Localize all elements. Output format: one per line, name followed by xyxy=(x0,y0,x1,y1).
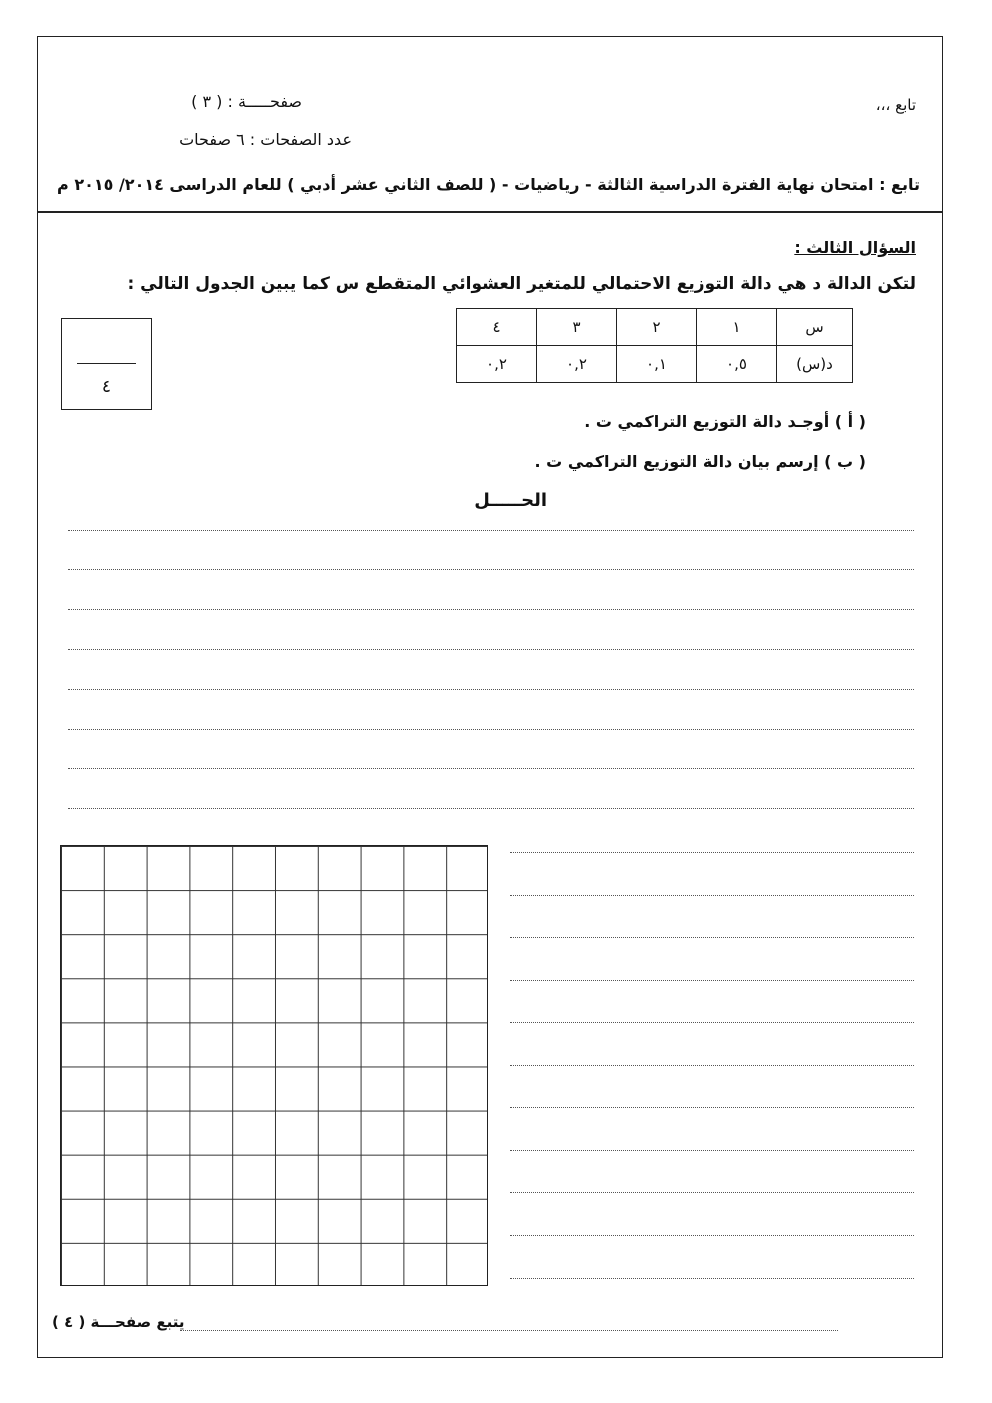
answer-line xyxy=(510,1278,914,1279)
table-row-x xyxy=(457,309,853,346)
answer-line xyxy=(510,895,914,896)
table-cell: ٠,٢ xyxy=(537,346,617,383)
table-cell: ٢ xyxy=(617,309,697,346)
answer-line xyxy=(510,1107,914,1108)
part-a: ( أ ) أوجـد دالة التوزيع التراكمي ت . xyxy=(584,412,866,431)
solution-label: الحـــــل xyxy=(474,490,547,511)
answer-line xyxy=(68,689,914,690)
table-cell: ١ xyxy=(697,309,777,346)
graph-grid xyxy=(60,845,488,1286)
table-cell: ٠,٢ xyxy=(457,346,537,383)
answer-line xyxy=(510,1192,914,1193)
answer-line xyxy=(510,1235,914,1236)
score-box xyxy=(61,318,152,410)
next-page-note: يتبع صفحـــة ( ٤ ) xyxy=(52,1313,185,1331)
answer-line xyxy=(68,530,914,531)
score-value: ٤ xyxy=(101,377,112,397)
answer-line xyxy=(510,937,914,938)
answer-line xyxy=(510,1150,914,1151)
question-heading: السؤال الثالث : xyxy=(794,238,916,257)
question-statement: لتكن الدالة د هي دالة التوزيع الاحتمالي للمتغير العشوائي المتقطع س كما يبين الجدول التالي : xyxy=(127,274,916,294)
table-cell: ٠,١ xyxy=(617,346,697,383)
follow-note: تابع ،،، xyxy=(875,96,916,114)
table-cell: ٣ xyxy=(537,309,617,346)
table-row-prob xyxy=(457,346,853,383)
footer-line xyxy=(180,1330,838,1331)
score-line xyxy=(77,363,136,364)
answer-line xyxy=(68,649,914,650)
answer-line xyxy=(510,980,914,981)
answer-line xyxy=(510,1065,914,1066)
exam-title: تابع : امتحان نهاية الفترة الدراسية الثالثة - رياضيات - ( للصف الثاني عشر أدبي ) للعام الدراسى ٢٠١٤/ ٢٠١٥ م xyxy=(57,175,920,194)
answer-line xyxy=(68,729,914,730)
table-cell: ٠,٥ xyxy=(697,346,777,383)
part-b: ( ب ) إرسم بيان دالة التوزيع التراكمي ت . xyxy=(534,452,866,471)
table-header-x: س xyxy=(777,309,853,346)
distribution-table xyxy=(456,308,853,383)
answer-line xyxy=(510,1022,914,1023)
answer-line xyxy=(510,852,914,853)
answer-line xyxy=(68,808,914,809)
page-number: صفحـــــة : ( ٣ ) xyxy=(191,92,302,111)
table-cell: ٤ xyxy=(457,309,537,346)
header-divider xyxy=(37,211,943,213)
answer-line xyxy=(68,609,914,610)
answer-line xyxy=(68,569,914,570)
answer-line xyxy=(68,768,914,769)
pages-count: عدد الصفحات : ٦ صفحات xyxy=(179,130,352,149)
table-header-prob: د(س) xyxy=(777,346,853,383)
